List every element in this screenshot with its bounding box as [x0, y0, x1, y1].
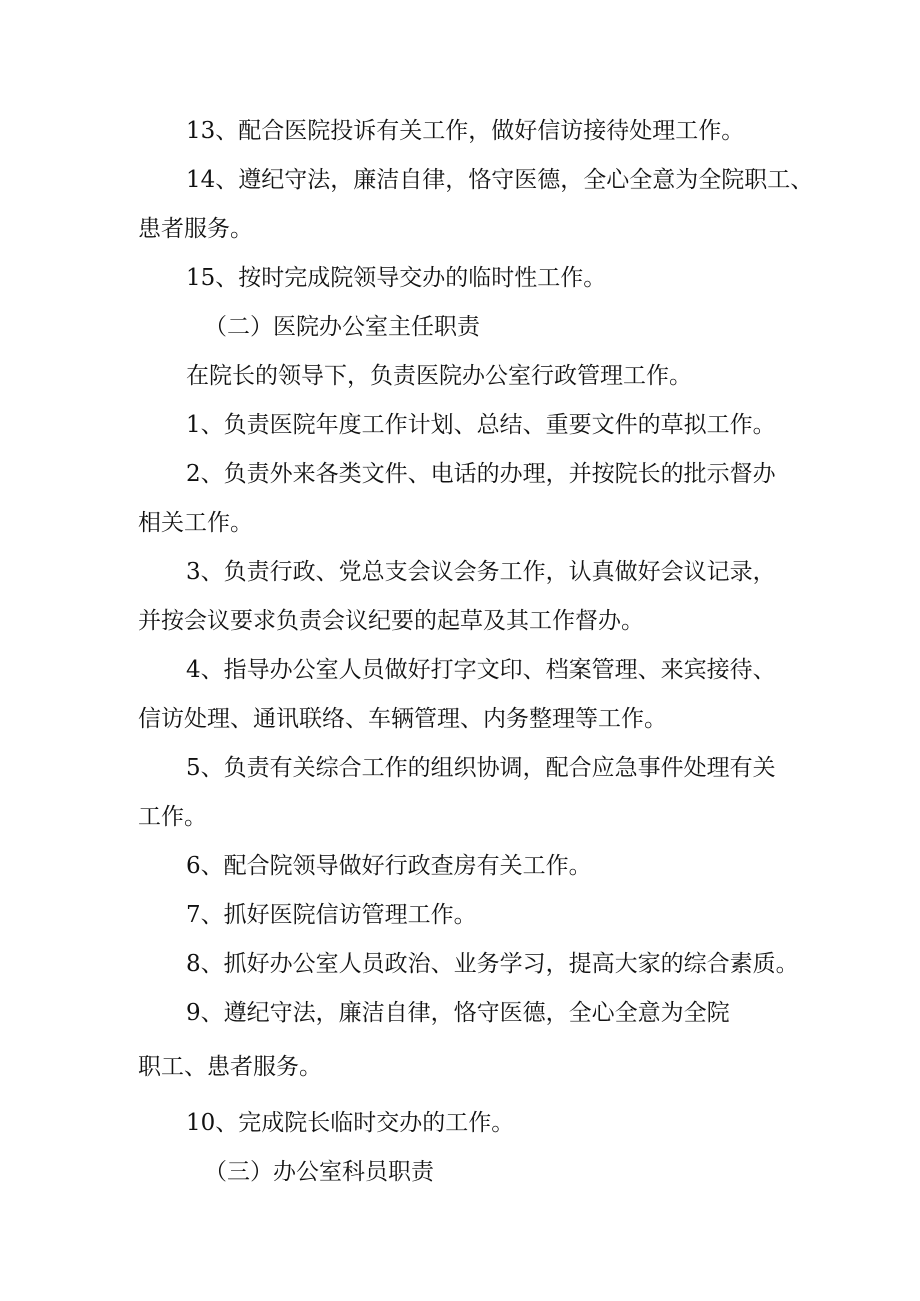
- paragraph-director-9-continuation: 职工、患者服务。: [138, 1054, 322, 1080]
- paragraph-director-4-continuation: 信访处理、通讯联络、车辆管理、内务整理等工作。: [138, 706, 667, 732]
- paragraph-director-9: 9、遵纪守法，廉洁自律，恪守医德，全心全意为全院: [186, 1000, 730, 1026]
- paragraph-director-3: 3、负责行政、党总支会议会务工作，认真做好会议记录，: [186, 559, 776, 585]
- paragraph-director-5-continuation: 工作。: [138, 804, 207, 830]
- paragraph-director-1: 1、负责医院年度工作计划、总结、重要文件的草拟工作。: [186, 412, 776, 438]
- paragraph-director-intro: 在院长的领导下，负责医院办公室行政管理工作。: [186, 363, 692, 389]
- paragraph-item-14-continuation: 患者服务。: [138, 216, 253, 242]
- section-heading-director: （二）医院办公室主任职责: [204, 314, 480, 340]
- paragraph-director-2-continuation: 相关工作。: [138, 510, 253, 536]
- paragraph-director-4: 4、指导办公室人员做好打字文印、档案管理、来宾接待、: [186, 657, 776, 683]
- paragraph-item-15: 15、按时完成院领导交办的临时性工作。: [186, 265, 607, 291]
- paragraph-director-6: 6、配合院领导做好行政查房有关工作。: [186, 853, 592, 879]
- section-heading-clerk: （三）办公室科员职责: [204, 1159, 434, 1185]
- paragraph-director-8: 8、抓好办公室人员政治、业务学习，提高大家的综合素质。: [186, 951, 799, 977]
- paragraph-director-5: 5、负责有关综合工作的组织协调，配合应急事件处理有关: [186, 755, 776, 781]
- paragraph-item-13: 13、配合医院投诉有关工作，做好信访接待处理工作。: [186, 118, 745, 144]
- paragraph-director-7: 7、抓好医院信访管理工作。: [186, 902, 477, 928]
- paragraph-director-2: 2、负责外来各类文件、电话的办理，并按院长的批示督办: [186, 461, 776, 487]
- paragraph-item-14: 14、遵纪守法，廉洁自律，恪守医德，全心全意为全院职工、: [186, 167, 814, 193]
- paragraph-director-10: 10、完成院长临时交办的工作。: [186, 1110, 515, 1136]
- paragraph-director-3-continuation: 并按会议要求负责会议纪要的起草及其工作督办。: [138, 608, 644, 634]
